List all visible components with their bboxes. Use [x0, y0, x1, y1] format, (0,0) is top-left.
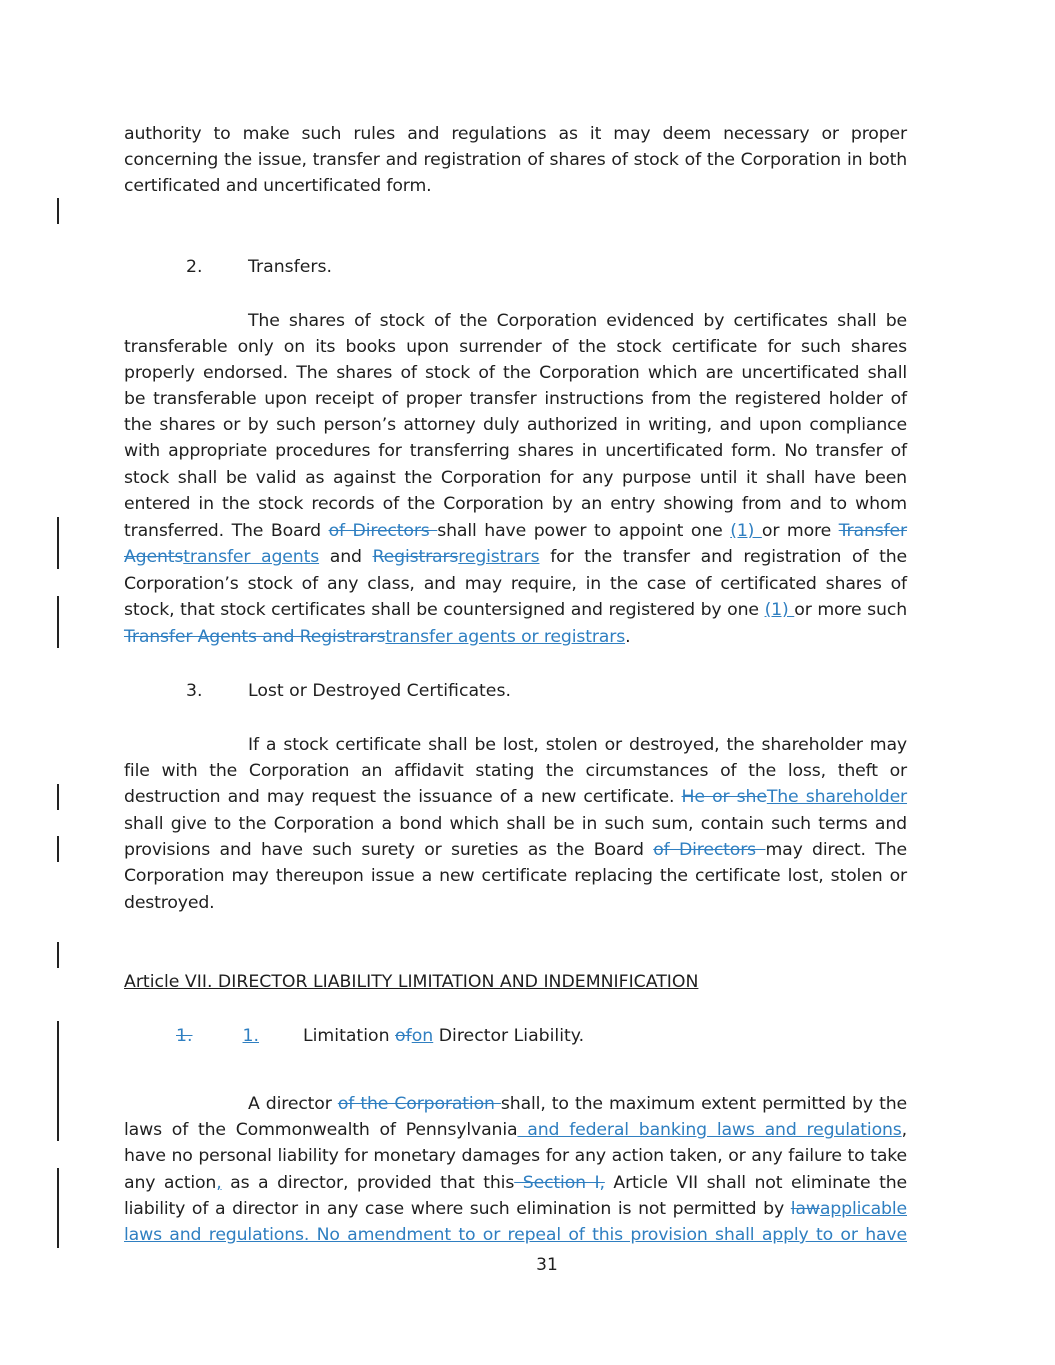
text-run: Article VII shall not eliminate the: [604, 1173, 907, 1193]
inserted-text: and federal banking laws and regulations: [517, 1120, 902, 1140]
text-line: The shares of stock of the Corporation evidenced by certificates shall be: [248, 311, 907, 331]
deleted-text: law: [790, 1199, 820, 1219]
text-run: provisions and have such surety or sureties as the Board: [124, 840, 654, 860]
change-bar: [57, 596, 59, 648]
deleted-text: Section I,: [514, 1173, 605, 1193]
text-run: or more: [761, 521, 839, 541]
text-line: certificated and uncertificated form.: [124, 176, 432, 196]
text-run: ,: [901, 1120, 907, 1140]
deleted-text: of: [395, 1026, 412, 1046]
deleted-text: Transfer Agents and Registrars: [124, 627, 386, 647]
text-line: be transferable upon receipt of proper transfer instructions from the registered holder of: [124, 389, 907, 409]
text-run: shall, to the maximum extent permitted by the: [500, 1094, 907, 1114]
text-line: the shares or by such person’s attorney duly authorized in writing, and upon compliance: [124, 415, 907, 435]
text-run: laws of the Commonwealth of Pennsylvania: [124, 1120, 518, 1140]
deleted-text: Transfer: [838, 521, 907, 541]
text-run: transferred. The Board: [124, 521, 329, 541]
inserted-number: 1.: [242, 1026, 259, 1046]
text-run: shall have power to appoint one: [437, 521, 731, 541]
deleted-text: 1.: [176, 1026, 193, 1046]
inserted-text: The shareholder: [766, 787, 908, 807]
text-run: liability of a director in any case where such elimination is not permitted by: [124, 1199, 791, 1219]
text-run: for the transfer and registration of the: [539, 547, 908, 567]
article-heading: Article VII. DIRECTOR LIABILITY LIMITATION AND INDEMNIFICATION: [124, 972, 699, 992]
text-line: file with the Corporation an affidavit stating the circumstances of the loss, theft or: [124, 761, 907, 781]
text-line: authority to make such rules and regulations as it may deem necessary or proper: [124, 124, 907, 144]
deleted-text: of Directors: [653, 840, 766, 860]
text-run: or more such: [794, 600, 907, 620]
text-run: as a director, provided that this: [221, 1173, 515, 1193]
text-line: concerning the issue, transfer and registration of shares of stock of the Corporation in both: [124, 150, 907, 170]
deleted-text: He or she: [681, 787, 767, 807]
inserted-text: on: [411, 1026, 434, 1046]
inserted-text: (1): [730, 521, 762, 541]
text-line: Corporation’s stock of any class, and may require, in the case of certificated shares of: [124, 574, 907, 594]
text-line: [124, 784, 907, 810]
text-run: A director: [248, 1094, 338, 1114]
inserted-text: registrars: [458, 547, 540, 567]
text-run: destruction and may request the issuance of a new certificate.: [124, 787, 682, 807]
text-run: Limitation: [303, 1026, 396, 1046]
subsection-heading: [176, 1023, 592, 1049]
change-bar: [57, 1168, 59, 1248]
inserted-text: laws and regulations. No amendment to or repeal of this provision shall apply to or have: [124, 1225, 907, 1245]
change-bar: [57, 784, 59, 810]
deleted-text: of the Corporation: [337, 1094, 501, 1114]
text-line: [124, 624, 907, 650]
deleted-text: Agents: [124, 547, 184, 567]
inserted-text: ,: [216, 1173, 222, 1193]
inserted-text: applicable: [819, 1199, 907, 1219]
inserted-text: transfer agents: [183, 547, 320, 567]
text-run: any action: [124, 1173, 217, 1193]
text-run: and: [319, 547, 373, 567]
text-line: [124, 1222, 907, 1248]
text-line: If a stock certificate shall be lost, stolen or destroyed, the shareholder may: [248, 735, 907, 755]
text-line: stock shall be valid as against the Corporation for any purpose until it shall have been: [124, 468, 907, 488]
deleted-text: Registrars: [372, 547, 459, 567]
section-number: 2.: [186, 257, 203, 277]
change-bar: [57, 198, 59, 224]
text-run: .: [625, 627, 631, 647]
text-run: stock, that stock certificates shall be countersigned and registered by one: [124, 600, 765, 620]
text-line: [124, 1117, 907, 1143]
text-line: [124, 1196, 907, 1222]
text-line: have no personal liability for monetary damages for any action taken, or any failure to take: [124, 1146, 907, 1166]
section-title: Lost or Destroyed Certificates.: [248, 681, 511, 701]
section-number: 3.: [186, 681, 203, 701]
text-line: Corporation may thereupon issue a new certificate replacing the certificate lost, stolen or: [124, 866, 907, 886]
inserted-text: [243, 1026, 304, 1046]
inserted-text: transfer agents or registrars: [385, 627, 626, 647]
text-line: properly endorsed. The shares of stock of the Corporation which are uncertificated shall: [124, 363, 907, 383]
text-run: may direct. The: [765, 840, 907, 860]
inserted-text: (1): [764, 600, 795, 620]
text-line: [124, 597, 907, 623]
change-bar: [57, 517, 59, 569]
text-line: destroyed.: [124, 893, 215, 913]
text-line: [124, 544, 907, 570]
inserted-space: [584, 1026, 592, 1046]
text-line: [248, 1091, 907, 1117]
text-line: [124, 518, 907, 544]
text-line: with appropriate procedures for transferring shares in uncertificated form. No transfer of: [124, 441, 907, 461]
change-bar: [57, 1021, 59, 1141]
text-line: transferable only on its books upon surrender of the stock certificate for such shares: [124, 337, 907, 357]
text-line: entered in the stock records of the Corporation by an entry showing from and to whom: [124, 494, 907, 514]
change-bar: [57, 942, 59, 968]
deleted-text: of Directors: [328, 521, 438, 541]
change-bar: [57, 836, 59, 862]
text-line: [124, 1170, 907, 1196]
text-line: shall give to the Corporation a bond which shall be in such sum, contain such terms and: [124, 814, 907, 834]
section-title: Transfers.: [248, 257, 332, 277]
text-line: [124, 837, 907, 863]
page-number: 31: [536, 1255, 558, 1275]
text-run: Director Liability.: [433, 1026, 585, 1046]
